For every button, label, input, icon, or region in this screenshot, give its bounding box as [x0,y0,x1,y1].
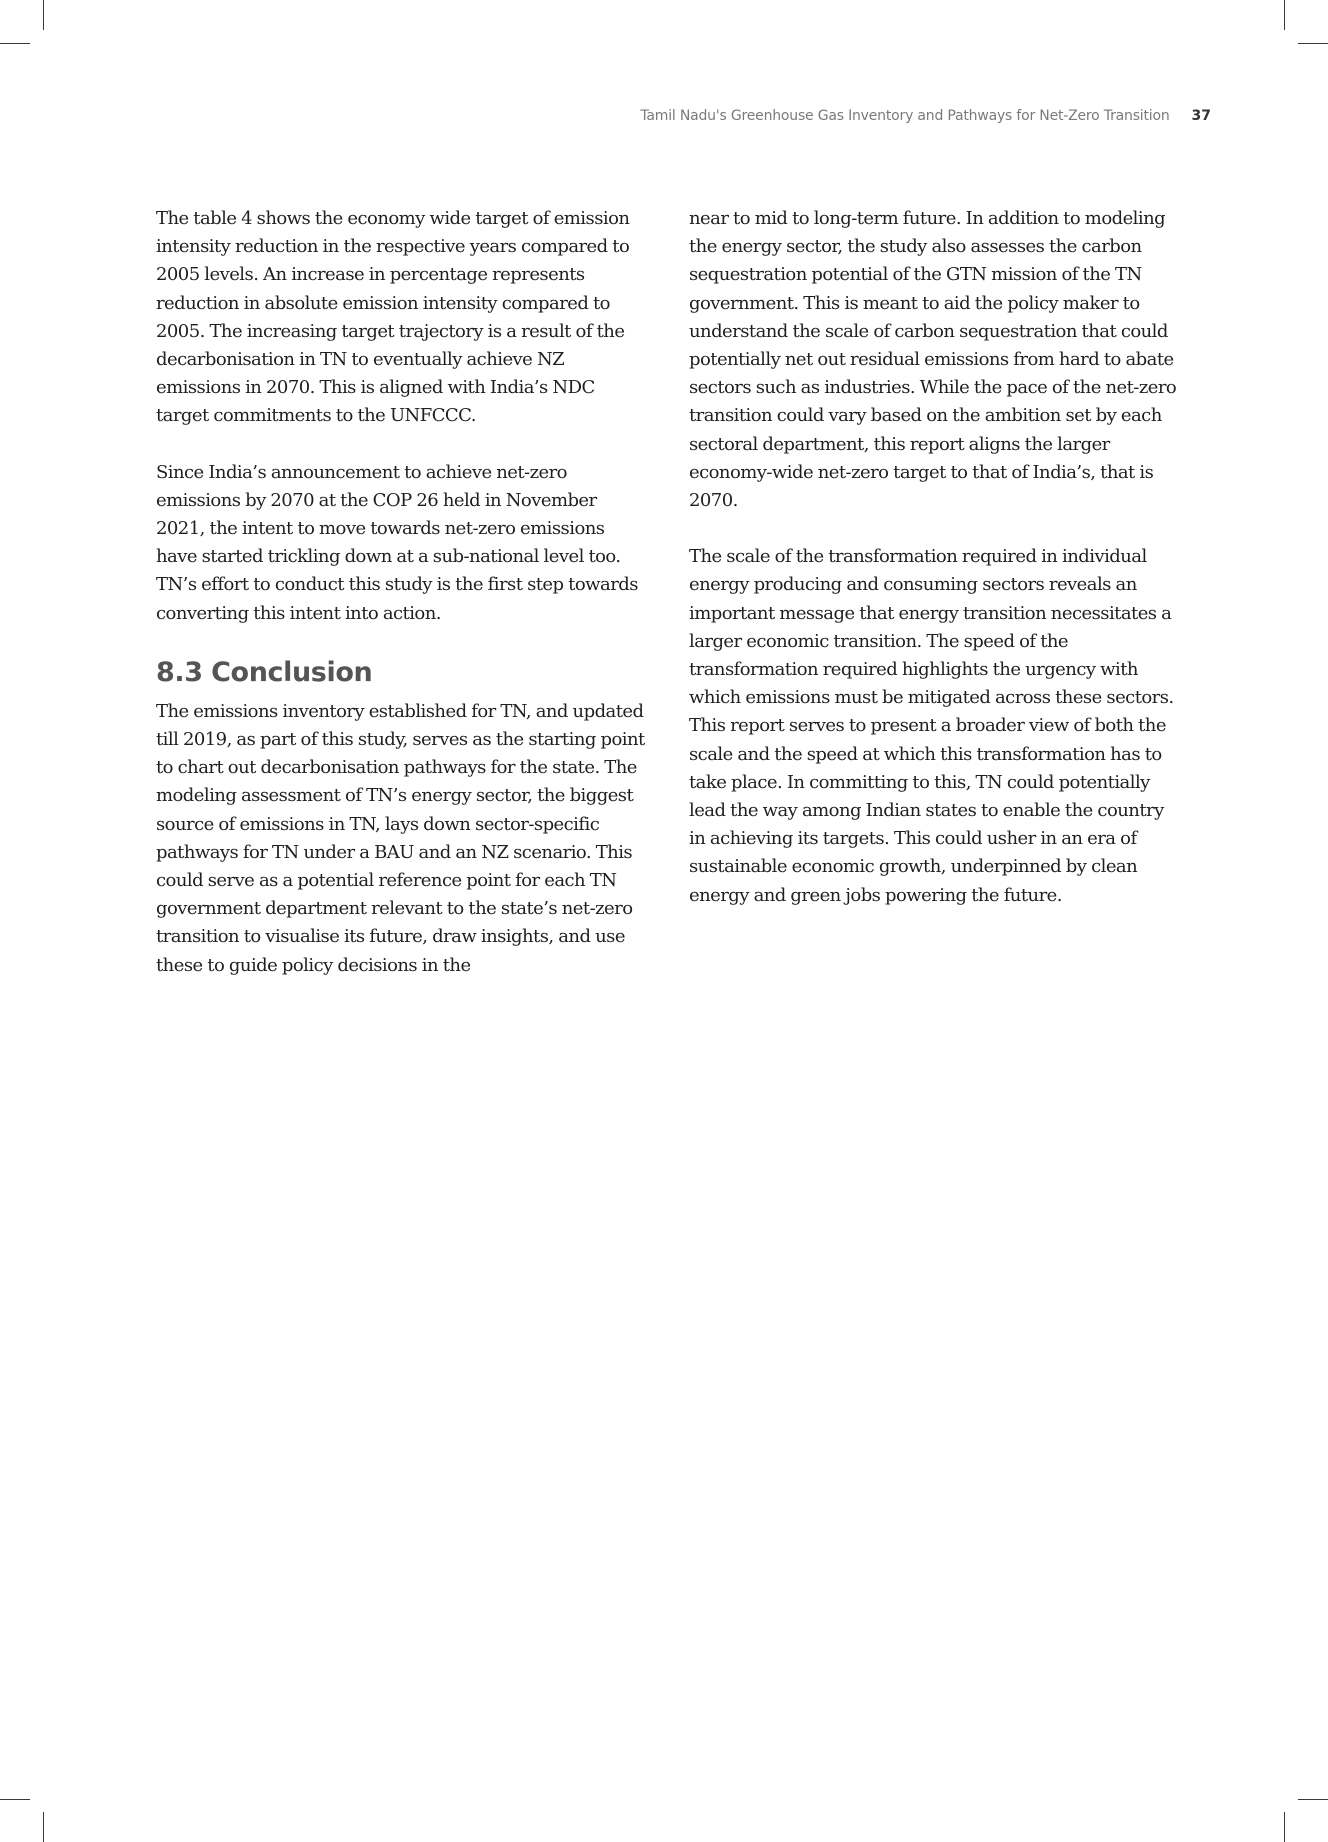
body-paragraph: The table 4 shows the economy wide target of emission intensity reduction in the respective years compared to 2005 levels. An increase in percentage represents reduction in absolute emission intensity compared to 2005. The increasing target trajectory is a result of the decarbonisation in TN to eventually achieve NZ emissions in 2070. This is aligned with India’s NDC target commitments to the UNFCCC. [156,208,630,427]
crop-mark-bottom-right-horizontal [1298,1799,1328,1800]
page-number: 37 [1191,108,1211,124]
body-paragraph: Since India’s announcement to achieve net-zero emissions by 2070 at the COP 26 held in November 2021, the intent to move towards net-zero emissions have started trickling down at a sub-national level too. TN’s effort to conduct this study is the first step towards converting this intent into action. [156,461,638,624]
crop-mark-bottom-left-horizontal [0,1799,30,1800]
crop-mark-top-right-vertical [1284,0,1285,30]
body-paragraph: The emissions inventory established for TN, and updated till 2019, as part of this study, serves as the starting point to chart out decarbonisation pathways for the state. The modeling assessment of TN’s energy sector, the biggest source of emissions in TN, lays down sector-specific pathways for TN under a BAU and an NZ scenario. This could serve as a potential reference point for each TN government department relevant to the state’s net-zero transition to visualise its future, draw insights, and use these to guide policy decisions in the [156,700,645,976]
crop-mark-top-left-horizontal [0,43,30,44]
body-paragraph: near to mid to long-term future. In addition to modeling the energy sector, the study also assesses the carbon sequestration potential of the GTN mission of the TN government. This is meant to aid the policy maker to understand the scale of carbon sequestration that could potentially net out residual emissions from hard to abate sectors such as industries. While the pace of the net-zero transition could vary based on the ambition set by each sectoral department, this report aligns the larger economy-wide net-zero target to that of India’s, that is 2070. [689,208,1177,512]
section-heading: 8.3 Conclusion [156,656,373,688]
running-title: Tamil Nadu's Greenhouse Gas Inventory and Pathways for Net-Zero Transition [640,108,1170,124]
crop-mark-bottom-left-vertical [43,1812,44,1842]
right-column [689,205,1179,910]
crop-mark-bottom-right-vertical [1284,1812,1285,1842]
running-header [640,108,1211,124]
crop-mark-top-right-horizontal [1298,43,1328,44]
crop-mark-top-left-vertical [43,0,44,30]
body-paragraph: The scale of the transformation required in individual energy producing and consuming sectors reveals an important message that energy transition necessitates a larger economic transition. The speed of the transformation required highlights the urgency with which emissions must be mitigated across these sectors. This report serves to present a broader view of both the scale and the speed at which this transformation has to take place. In committing to this, TN could potentially lead the way among Indian states to enable the country in achieving its targets. This could usher in an era of sustainable economic growth, underpinned by clean energy and green jobs powering the future. [689,546,1174,906]
left-column [156,205,646,980]
